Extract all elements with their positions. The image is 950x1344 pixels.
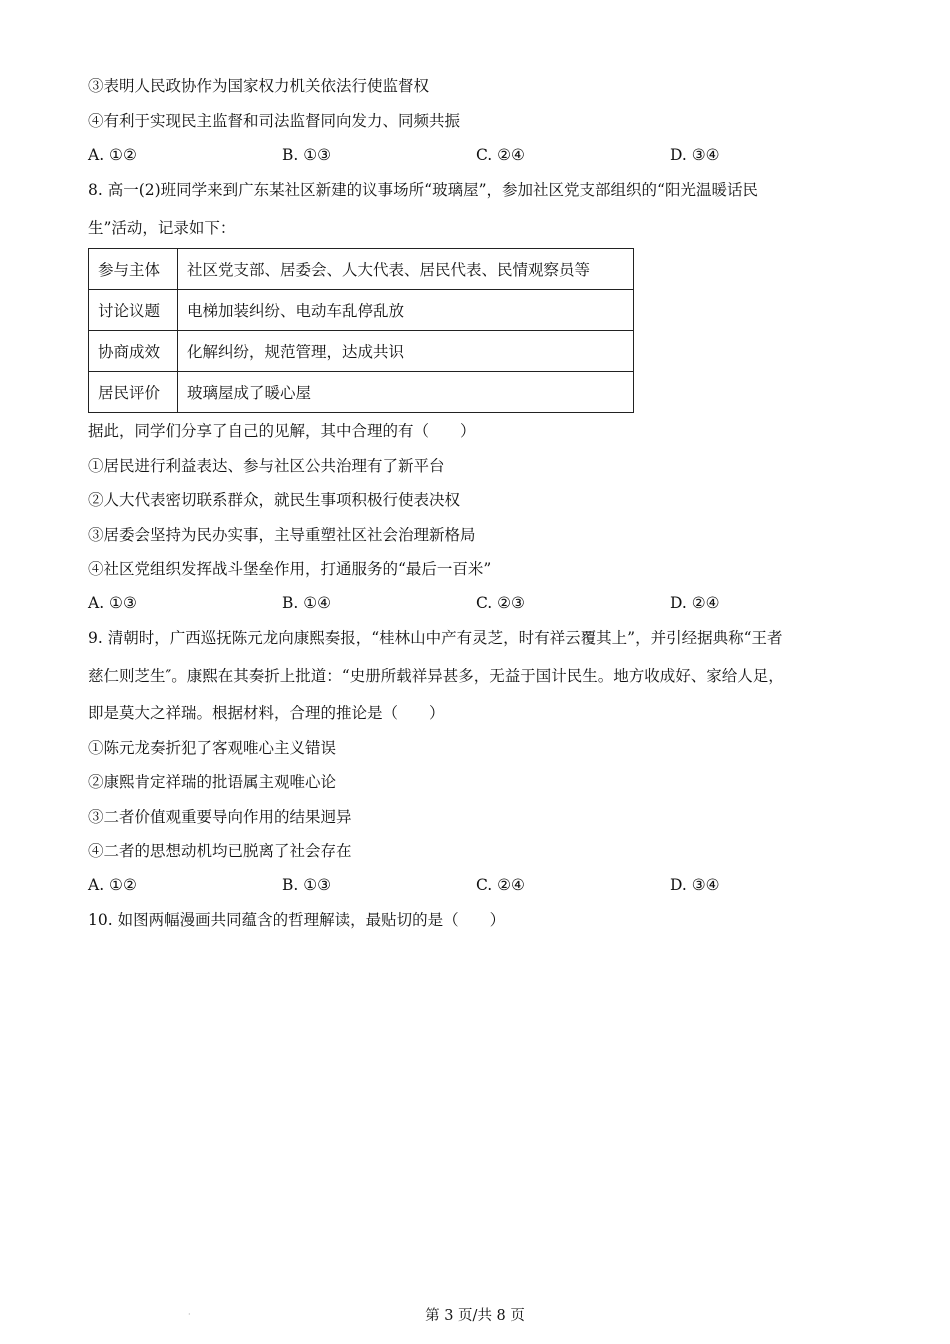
q7-item-3: ③表明人民政协作为国家权力机关依法行使监督权 [88, 77, 430, 95]
q8-stem-line-2: 生”活动，记录如下： [88, 219, 236, 237]
table-key: 讨论议题 [89, 290, 178, 331]
table-row [89, 331, 634, 372]
q9-item-1: ①陈元龙奏折犯了客观唯心主义错误 [88, 739, 337, 757]
speck-mark: · [188, 1310, 191, 1319]
q8-item-2: ②人大代表密切联系群众，就民生事项积极行使表决权 [88, 491, 461, 509]
q8-options [88, 593, 868, 613]
q9-options [88, 875, 868, 895]
q9-stem-line-3: 即是莫大之祥瑞。根据材料，合理的推论是（ ） [88, 704, 445, 722]
q7-option-c: C. ②④ [476, 146, 525, 164]
q8-option-c: C. ②③ [476, 594, 525, 612]
table-key: 参与主体 [89, 249, 178, 290]
table-value: 化解纠纷，规范管理，达成共识 [178, 331, 634, 372]
q7-option-a: A. ①② [88, 146, 137, 164]
table-value: 社区党支部、居委会、人大代表、居民代表、民情观察员等 [178, 249, 634, 290]
q9-option-b: B. ①③ [282, 876, 332, 894]
q7-option-d: D. ③④ [670, 146, 720, 164]
q7-option-b: B. ①③ [282, 146, 332, 164]
q9-stem-line-2: 慈仁则芝生″。康熙在其奏折上批道：“史册所载祥异甚多，无益于国计民生。地方收成好、家给人足， [88, 667, 784, 685]
q9-option-c: C. ②④ [476, 876, 525, 894]
q8-stem-line-1: 8. 高一(2)班同学来到广东某社区新建的议事场所“玻璃屋”，参加社区党支部组织的“阳光温暖话民 [88, 181, 758, 199]
page-footer: 第 3 页/共 8 页 [425, 1308, 525, 1324]
table-row [89, 249, 634, 290]
q9-item-4: ④二者的思想动机均已脱离了社会存在 [88, 842, 352, 860]
q9-item-2: ②康熙肯定祥瑞的批语属主观唯心论 [88, 773, 337, 791]
q10-stem: 10. 如图两幅漫画共同蕴含的哲理解读，最贴切的是（ ） [88, 911, 506, 929]
table-key: 居民评价 [89, 372, 178, 413]
q8-item-3: ③居委会坚持为民办实事，主导重塑社区社会治理新格局 [88, 526, 476, 544]
q8-record-table [88, 248, 634, 413]
table-row [89, 372, 634, 413]
table-row [89, 290, 634, 331]
q9-option-d: D. ③④ [670, 876, 720, 894]
q7-options [88, 145, 868, 165]
q9-option-a: A. ①② [88, 876, 137, 894]
q9-stem-line-1: 9. 清朝时，广西巡抚陈元龙向康熙奏报，“桂林山中产有灵芝，时有祥云覆其上”，并引经据典称“王者 [88, 629, 783, 647]
q8-option-a: A. ①③ [88, 594, 137, 612]
q8-question: 据此，同学们分享了自己的见解，其中合理的有（ ） [88, 422, 476, 440]
table-value: 玻璃屋成了暖心屋 [178, 372, 634, 413]
q9-item-3: ③二者价值观重要导向作用的结果迥异 [88, 808, 352, 826]
q7-item-4: ④有利于实现民主监督和司法监督同向发力、同频共振 [88, 112, 461, 130]
table-value: 电梯加装纠纷、电动车乱停乱放 [178, 290, 634, 331]
q8-option-d: D. ②④ [670, 594, 720, 612]
q8-item-4: ④社区党组织发挥战斗堡垒作用，打通服务的“最后一百米” [88, 560, 492, 578]
table-key: 协商成效 [89, 331, 178, 372]
q8-item-1: ①居民进行利益表达、参与社区公共治理有了新平台 [88, 457, 445, 475]
q8-option-b: B. ①④ [282, 594, 332, 612]
